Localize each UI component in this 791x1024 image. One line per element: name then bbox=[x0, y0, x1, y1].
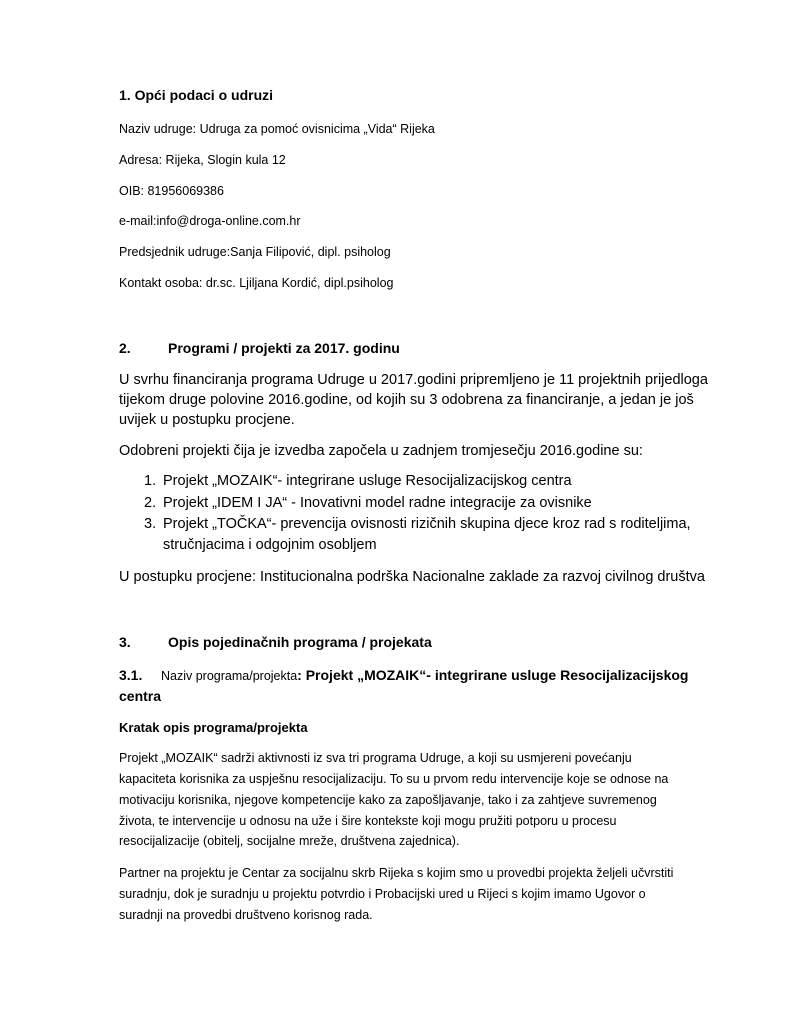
oib-line: OIB: 81956069386 bbox=[119, 184, 224, 198]
para2-line: suradnju, dok je suradnju u projektu potvrdio i Probacijski ured u Rijeci s kojim imamo Ugovor o bbox=[119, 887, 646, 901]
approved-intro: Odobreni projekti čija je izvedba započela u zadnjem tromjesečju 2016.godine su: bbox=[119, 443, 643, 459]
para1-line: kapaciteta korisnika za uspješnu resocijalizaciju. To su u prvom redu intervencije koje se odnose na bbox=[119, 772, 669, 786]
list-item-text-continued: stručnjacima i odgojnim osobljem bbox=[163, 537, 377, 553]
subsection-heading bbox=[119, 667, 688, 685]
section2-title: Programi / projekti za 2017. godinu bbox=[168, 340, 400, 356]
email-line: e-mail:info@droga-online.com.hr bbox=[119, 214, 301, 228]
intro-line-3: uvijek u postupku procjene. bbox=[119, 412, 295, 428]
list-item bbox=[144, 473, 156, 489]
short-description-heading: Kratak opis programa/projekta bbox=[119, 720, 308, 735]
list-number: 2. bbox=[144, 495, 157, 511]
intro-line-1: U svrhu financiranja programa Udruge u 2017.godini pripremljeno je 11 projektnih prijedloga bbox=[119, 372, 708, 388]
contact-line: Kontakt osoba: dr.sc. Ljiljana Kordić, dipl.psiholog bbox=[119, 276, 394, 290]
subsection-title-cont: centra bbox=[119, 688, 162, 704]
subsection-number: 3.1. bbox=[119, 667, 143, 683]
intro-line-2: tijekom druge polovine 2016.godine, od kojih su 3 odobrena za financiranje, a jedan je još bbox=[119, 392, 694, 408]
section3-title: Opis pojedinačnih programa / projekata bbox=[168, 634, 432, 650]
subsection-label: Naziv programa/projekta bbox=[161, 669, 298, 683]
para1-line: Projekt „MOZAIK“ sadrži aktivnosti iz sva tri programa Udruge, a koji su usmjereni povećanju bbox=[119, 751, 632, 765]
section3-heading bbox=[119, 634, 432, 650]
president-line: Predsjednik udruge:Sanja Filipović, dipl. psiholog bbox=[119, 245, 391, 259]
para2-line: Partner na projektu je Centar za socijalnu skrb Rijeka s kojim smo u provedbi projekta željeli učvrstiti bbox=[119, 866, 674, 880]
section3-number: 3. bbox=[119, 634, 131, 650]
list-item-text: Projekt „TOČKA“- prevencija ovisnosti rizičnih skupina djece kroz rad s roditeljima, bbox=[163, 516, 691, 532]
para2-line: suradnji na provedbi društveno korisnog rada. bbox=[119, 908, 373, 922]
subsection-title: : Projekt „MOZAIK“- integrirane usluge Resocijalizacijskog bbox=[297, 667, 689, 683]
list-item-text: Projekt „IDEM I JA“ - Inovativni model radne integracije za ovisnike bbox=[163, 495, 592, 511]
pending-line: U postupku procjene: Institucionalna podrška Nacionalne zaklade za razvoj civilnog društva bbox=[119, 569, 705, 585]
org-name-line: Naziv udruge: Udruga za pomoć ovisnicima „Vida“ Rijeka bbox=[119, 122, 435, 136]
section2-heading bbox=[119, 340, 400, 356]
section1-heading: 1. Opći podaci o udruzi bbox=[119, 87, 274, 103]
section2-number: 2. bbox=[119, 340, 131, 356]
list-number: 3. bbox=[144, 516, 157, 532]
para1-line: motivaciju korisnika, njegove kompetencije kako za zapošljavanje, tako i za zahtjeve suvremenog bbox=[119, 793, 657, 807]
list-item bbox=[144, 495, 156, 511]
list-item bbox=[144, 516, 156, 532]
list-item-text: Projekt „MOZAIK“- integrirane usluge Resocijalizacijskog centra bbox=[163, 473, 572, 489]
list-number: 1. bbox=[144, 473, 157, 489]
address-line: Adresa: Rijeka, Slogin kula 12 bbox=[119, 153, 286, 167]
para1-line: resocijalizacije (obitelj, socijalne mreže, društvena zajednica). bbox=[119, 834, 460, 848]
para1-line: života, te intervencije u odnosu na uže i šire kontekste koji mogu pružiti potporu u procesu bbox=[119, 814, 617, 828]
